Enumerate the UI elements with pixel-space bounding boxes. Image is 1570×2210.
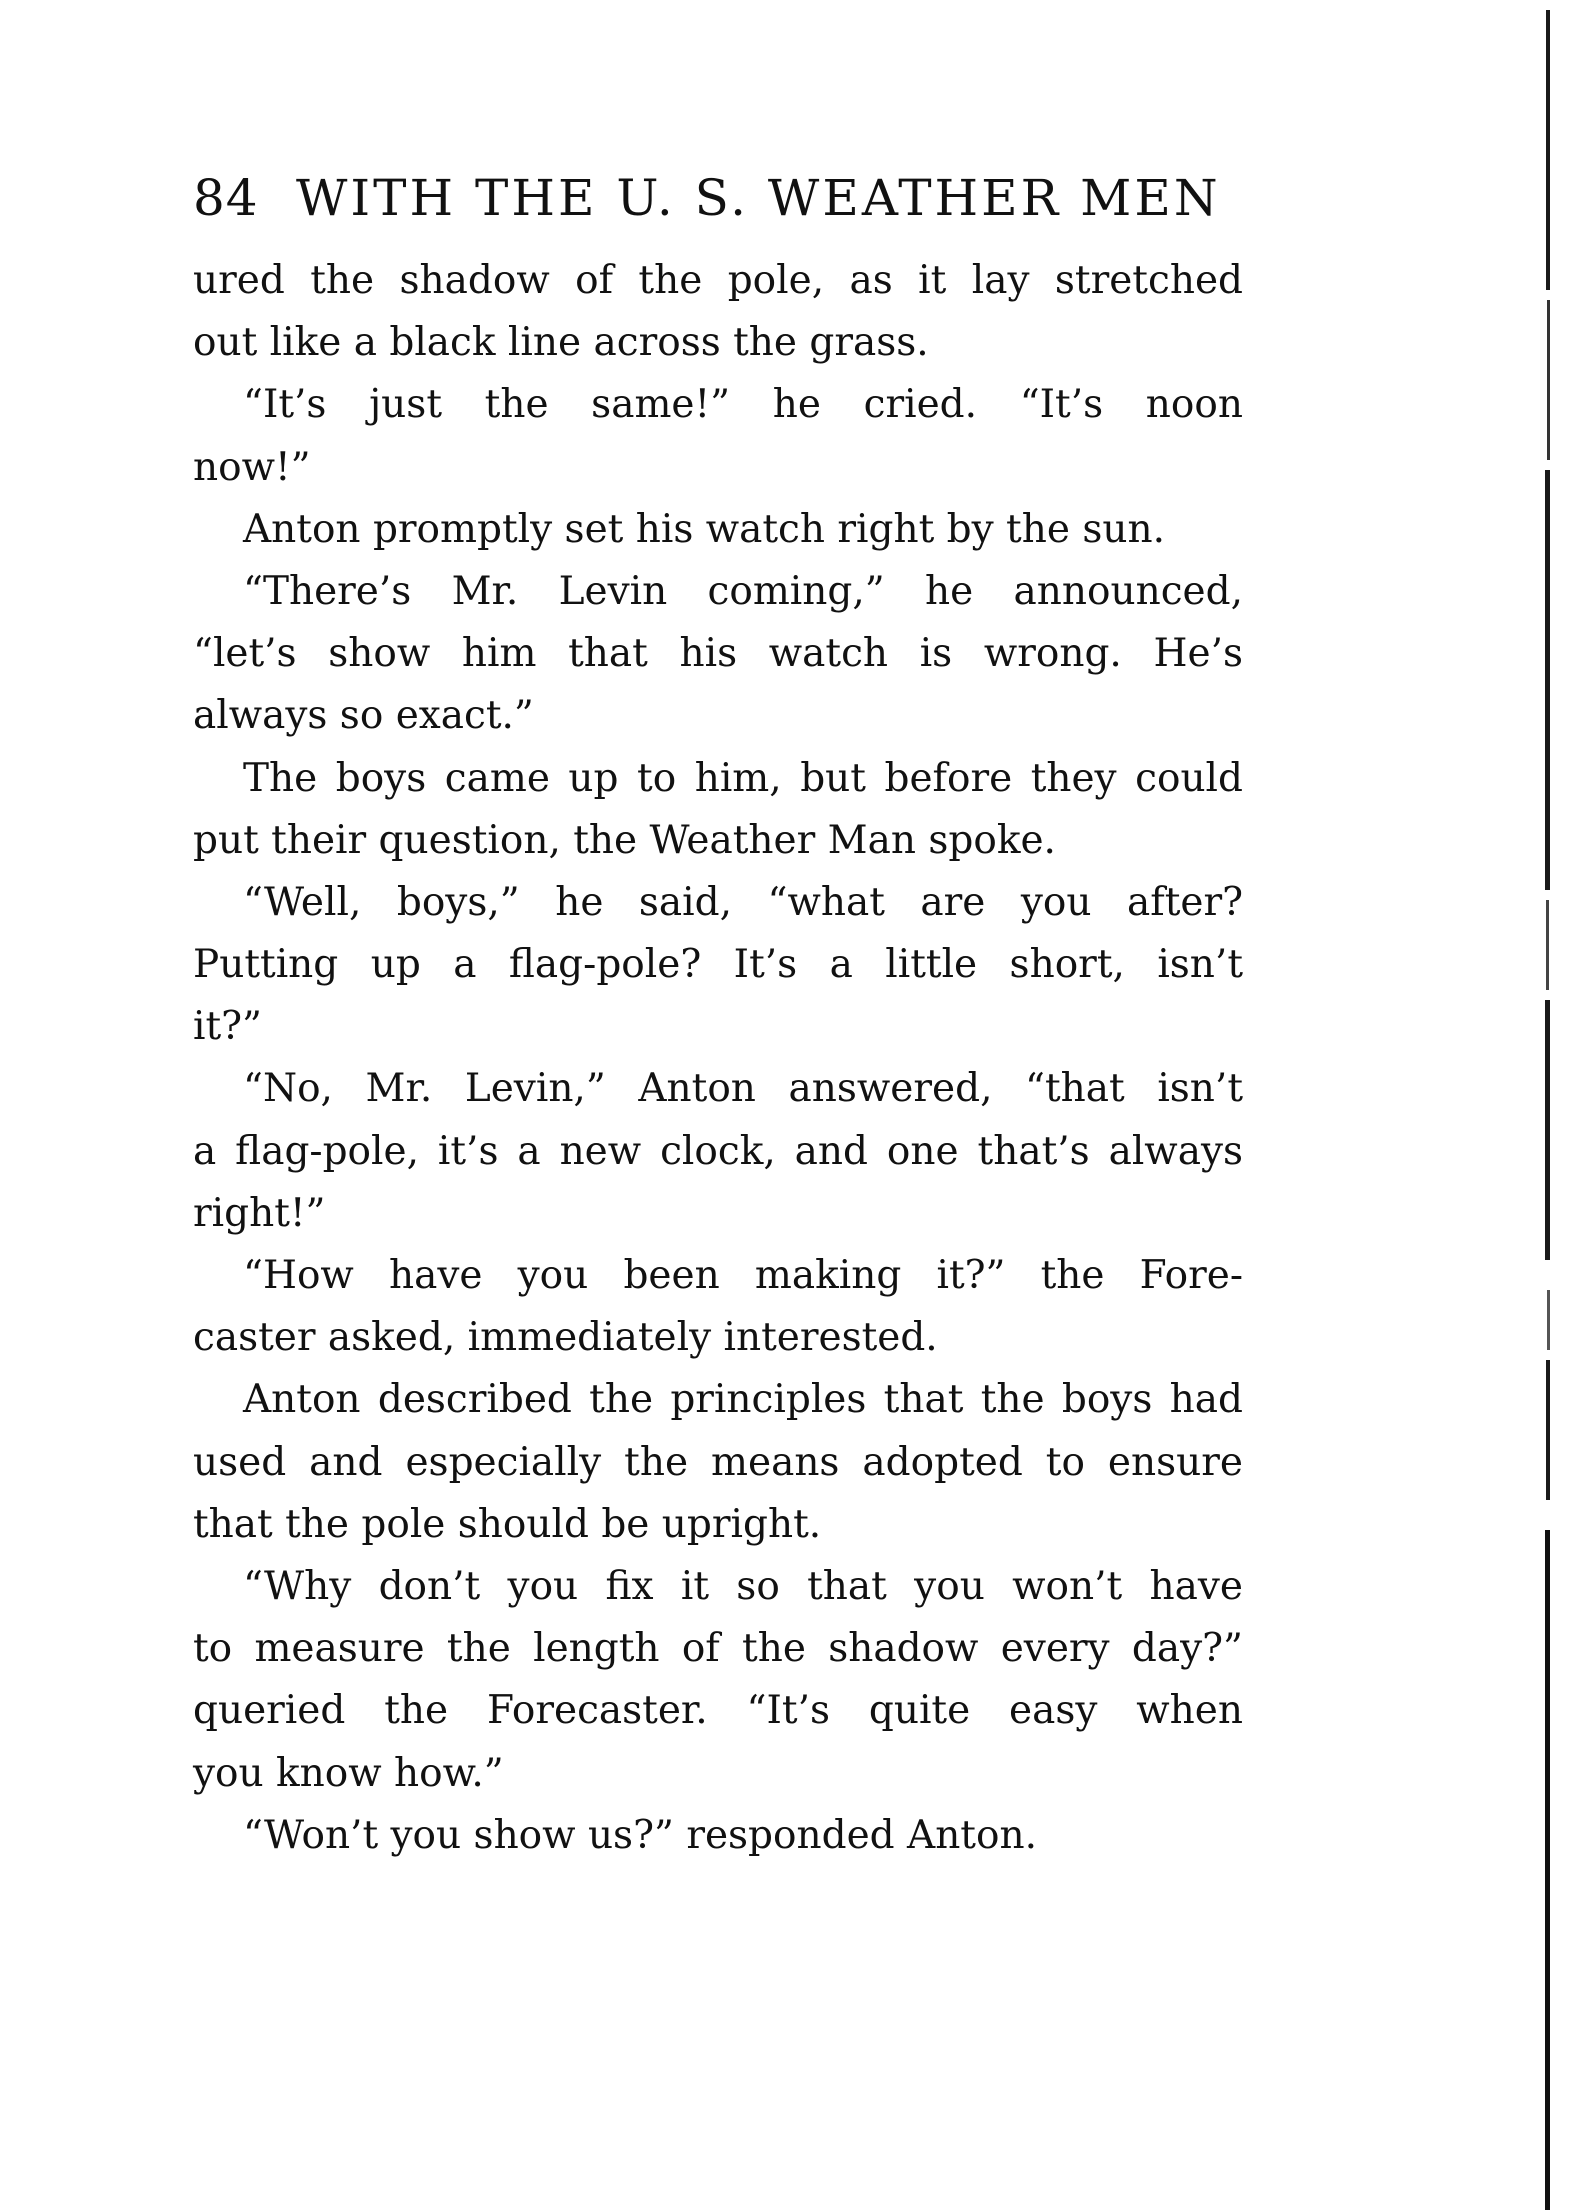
text-line: Anton described the principles that the boys had — [243, 1377, 1243, 1423]
body-text — [193, 250, 1243, 1867]
text-line: Anton promptly set his watch right by the sun. — [243, 506, 1165, 552]
binding-edge — [1538, 0, 1558, 2210]
text-line: “No, Mr. Levin,” Anton answered, “that isn’t — [243, 1066, 1243, 1112]
text-line: it?” — [193, 1004, 262, 1050]
text-line: “There’s Mr. Levin coming,” he announced, — [243, 568, 1243, 614]
page-number: 84 — [193, 169, 259, 227]
text-line: right!” — [193, 1190, 326, 1236]
text-line: “Well, boys,” he said, “what are you after? — [243, 879, 1243, 925]
text-line: used and especially the means adopted to ensure — [193, 1439, 1243, 1485]
text-line: “Won’t you show us?” responded Anton. — [243, 1812, 1037, 1858]
text-line: “Why don’t you fix it so that you won’t have — [243, 1563, 1243, 1609]
text-line: “let’s show him that his watch is wrong. He’s — [193, 631, 1243, 677]
text-line: Putting up a flag-pole? It’s a little short, isn’t — [193, 942, 1243, 988]
text-line: “It’s just the same!” he cried. “It’s noon — [243, 382, 1243, 428]
text-line: always so exact.” — [193, 693, 534, 739]
running-head: WITH THE U. S. WEATHER MEN — [296, 169, 1221, 227]
text-line: caster asked, immediately interested. — [193, 1315, 938, 1361]
page-header — [193, 158, 1253, 238]
text-line: out like a black line across the grass. — [193, 320, 929, 366]
text-line: ured the shadow of the pole, as it lay stretched — [193, 258, 1243, 303]
text-line: that the pole should be upright. — [193, 1501, 822, 1547]
text-line: “How have you been making it?” the Fore- — [243, 1253, 1243, 1298]
text-line: a flag-pole, it’s a new clock, and one that’s always — [193, 1128, 1243, 1174]
text-line: The boys came up to him, but before they could — [243, 755, 1243, 801]
text-line: put their question, the Weather Man spoke. — [193, 817, 1056, 863]
text-line: you know how.” — [193, 1750, 504, 1796]
text-line: now!” — [193, 444, 311, 490]
text-line: to measure the length of the shadow every day?” — [193, 1626, 1243, 1672]
text-line: queried the Forecaster. “It’s quite easy when — [193, 1688, 1243, 1734]
